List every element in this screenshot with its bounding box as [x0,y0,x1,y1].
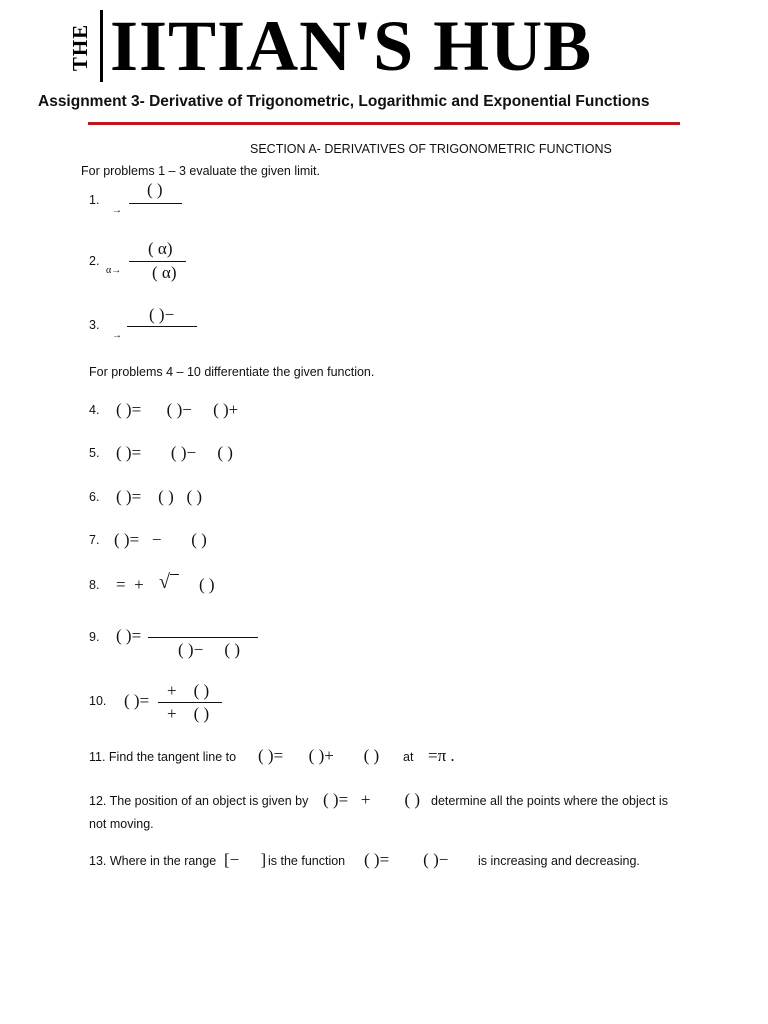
problem-lhs: ( )= [124,691,150,710]
fraction-numerator: ( α) [148,239,173,258]
problem-number: 1. [89,193,100,207]
fraction-denominator: ( α) [152,263,177,282]
problem-11-text: 11. Find the tangent line to [89,750,237,764]
title-rule [88,122,680,125]
problem-13-text-end: is increasing and decreasing. [478,854,640,868]
problem-number: 7. [89,533,100,547]
problem-13-range: [− ] [224,850,267,869]
problem-number: 2. [89,254,100,268]
fraction-bar [148,637,258,638]
fraction-denominator: ( )− ( ) [178,640,240,659]
problem-number: 5. [89,446,100,460]
section-heading: SECTION A- DERIVATIVES OF TRIGONOMETRIC FUNCTIONS [250,142,612,156]
fraction-numerator: ( )− [149,305,175,324]
limit-arrow: → [112,205,122,216]
fraction-numerator: ( ) [147,180,163,199]
problem-number: 3. [89,318,100,332]
problem-lhs: ( )= [116,626,142,645]
problem-11-function: ( )= ( )+ ( ) [258,746,380,765]
problem-expression: ( )= ( ) ( ) [116,487,203,506]
problem-number: 10. [89,694,107,708]
problem-number: 9. [89,630,100,644]
fraction-bar [158,702,222,703]
limit-arrow: α→ [106,265,122,276]
fraction-bar [129,203,182,204]
square-root-symbol: √ [159,571,170,593]
problem-expression: ( )= ( )− ( ) [116,443,233,462]
problem-11-at: at [403,750,414,764]
logo-the: THE [68,23,93,71]
logo-title: IITIAN'S HUB [110,6,593,86]
problem-12-text-end: not moving. [89,817,154,831]
problem-12-text-continued: determine all the points where the object is [431,794,668,808]
fraction-bar [129,261,186,262]
problem-13-text-continued: is the function [268,854,346,868]
problem-12-text: 12. The position of an object is given by [89,794,309,808]
limit-arrow: → [112,330,122,341]
fraction-bar [127,326,197,327]
problem-number: 4. [89,403,100,417]
differentiate-intro: For problems 4 – 10 differentiate the given function. [89,365,375,379]
problem-13-function: ( )= ( )− [364,850,449,869]
problem-13-text: 13. Where in the range [89,854,217,868]
problem-number: 8. [89,578,100,592]
fraction-denominator: + ( ) [167,704,210,723]
problem-expression: = + [116,575,144,594]
problem-expression: ( ) [199,575,215,594]
radical-bar [170,574,179,575]
problem-expression: ( )= ( )− ( )+ [116,400,239,419]
assignment-title: Assignment 3- Derivative of Trigonometric, Logarithmic and Exponential Functions [38,93,650,110]
problem-expression: ( )= − ( ) [114,530,207,549]
problem-12-function: ( )= + ( ) [323,790,421,809]
problem-number: 6. [89,490,100,504]
limits-intro: For problems 1 – 3 evaluate the given limit. [81,164,321,178]
fraction-numerator: + ( ) [167,681,210,700]
logo-divider [100,10,103,82]
problem-11-point: =π . [428,746,455,765]
